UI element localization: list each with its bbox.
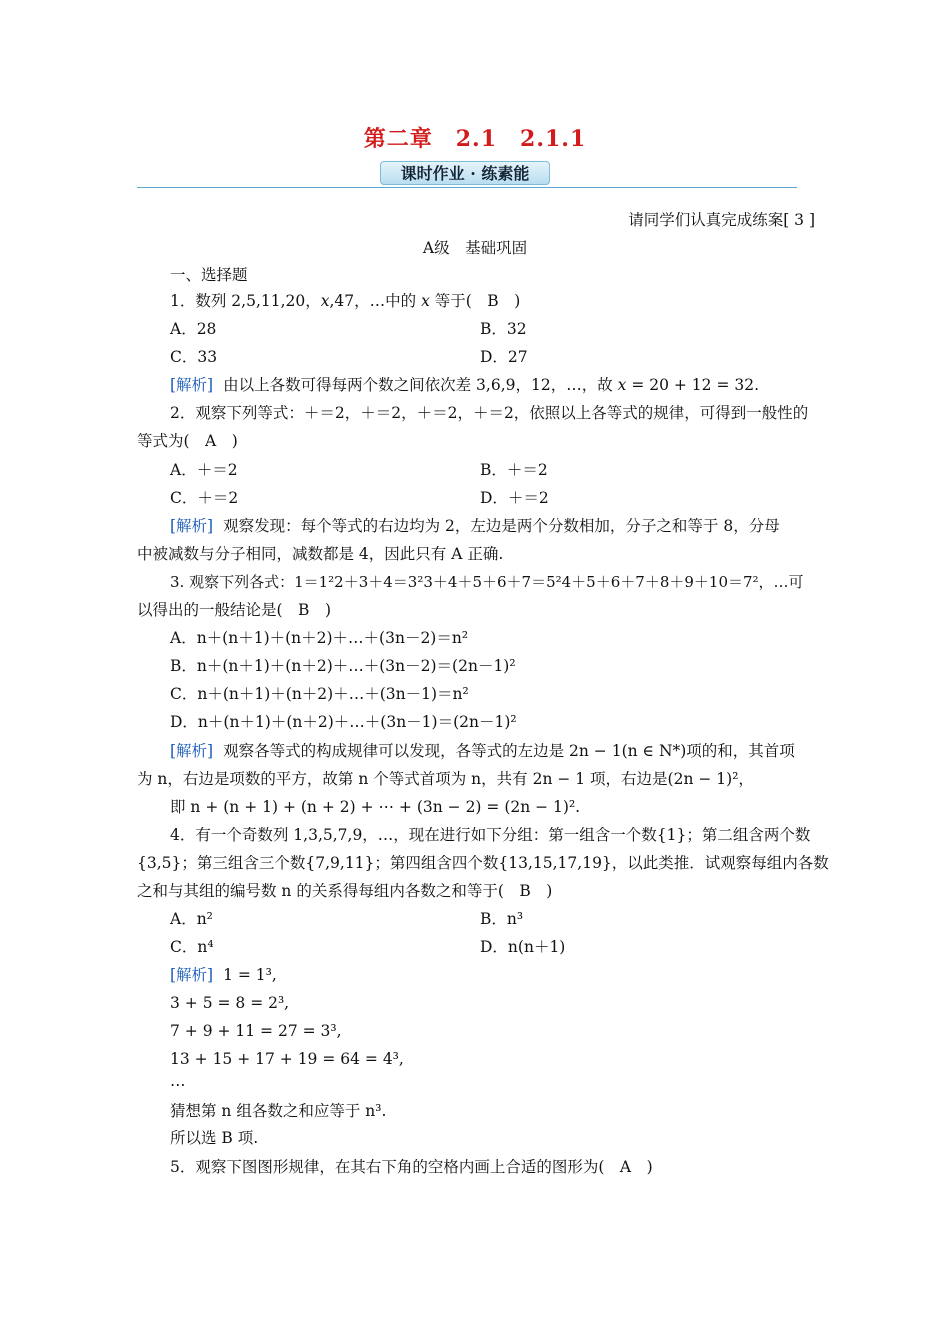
level-heading: A级 基础巩固: [422, 239, 528, 257]
q4-solution-line6: 猜想第 n 组各数之和应等于 n³.: [170, 1102, 387, 1120]
q4-option-b: B．n³: [480, 910, 524, 928]
q1-stem: 1．数列 2,5,11,20，x,47，…中的 x 等于( B ): [170, 292, 521, 310]
q2-stem-line2: 等式为( A ): [137, 432, 238, 450]
q4-solution-line7: 所以选 B 项.: [170, 1129, 259, 1147]
q4-option-c: C．n⁴: [170, 938, 214, 956]
q2-option-c: C．＋＝2: [170, 489, 239, 507]
q3-option-c: C．n＋(n＋1)＋(n＋2)＋…＋(3n－1)＝n²: [170, 685, 469, 703]
q1-solution: [解析] 由以上各数可得每两个数之间依次差 3,6,9，12，…，故 x = 20 + 12 = 32.: [170, 376, 760, 394]
q3-solution-line2: 为 n，右边是项数的平方，故第 n 个等式首项为 n，共有 2n − 1 项，右边是(2n − 1)²，: [137, 770, 754, 788]
q2-option-d: D．＋＝2: [480, 489, 549, 507]
q1-option-b: B．32: [480, 320, 527, 338]
q3-option-a: A．n＋(n＋1)＋(n＋2)＋…＋(3n－2)＝n²: [170, 629, 469, 647]
q3-stem-line1: 3. 观察下列各式：1＝1²2＋3＋4＝3²3＋4＋5＋6＋7＝5²4＋5＋6＋7＋8＋9＋10＝7²，…可: [170, 573, 804, 591]
q3-option-d: D．n＋(n＋1)＋(n＋2)＋…＋(3n－1)＝(2n－1)²: [170, 713, 517, 731]
q4-stem-line1: 4．有一个奇数列 1,3,5,7,9，…，现在进行如下分组：第一组含一个数{1}；第二组含两个数: [170, 826, 811, 844]
q2-option-a: A．＋＝2: [170, 461, 238, 479]
q3-option-b: B．n＋(n＋1)＋(n＋2)＋…＋(3n－2)＝(2n－1)²: [170, 657, 516, 675]
q2-option-b: B．＋＝2: [480, 461, 548, 479]
q4-option-d: D．n(n＋1): [480, 938, 566, 956]
q2-solution-line1: [解析] 观察发现：每个等式的右边均为 2，左边是两个分数相加，分子之和等于 8，分母: [170, 517, 780, 535]
chapter-title: 第二章 2.1 2.1.1: [363, 126, 587, 152]
homework-banner: 课时作业 · 练素能: [380, 161, 550, 185]
q4-solution-line4: 13 + 15 + 17 + 19 = 64 = 4³,: [170, 1050, 404, 1068]
q2-solution-line2: 中被减数与分子相同，减数都是 4，因此只有 A 正确.: [137, 545, 504, 563]
q4-stem-line3: 之和与其组的编号数 n 的关系得每组内各数之和等于( B ): [137, 882, 553, 900]
q1-option-c: C．33: [170, 348, 218, 366]
q4-solution-line5: ⋯: [170, 1076, 186, 1094]
q4-solution-line3: 7 + 9 + 11 = 27 = 3³,: [170, 1022, 342, 1040]
q2-stem-line1: 2．观察下列等式：＋＝2，＋＝2，＋＝2，＋＝2，依照以上各等式的规律，可得到一般性的: [170, 404, 809, 422]
section-heading: 一、选择题: [170, 266, 248, 284]
q4-stem-line2: {3,5}；第三组含三个数{7,9,11}；第四组含四个数{13,15,17,19}，以此类推．试观察每组内各数: [137, 854, 829, 872]
q1-option-a: A．28: [170, 320, 217, 338]
q4-option-a: A．n²: [170, 910, 213, 928]
q1-option-d: D．27: [480, 348, 528, 366]
q3-solution-line1: [解析] 观察各等式的构成规律可以发现，各等式的左边是 2n − 1(n ∈ N*)项的和，其首项: [170, 742, 795, 760]
q3-solution-line3: 即 n + (n + 1) + (n + 2) + ⋯ + (3n − 2) = (2n − 1)².: [170, 798, 581, 816]
q5-stem: 5．观察下图图形规律，在其右下角的空格内画上合适的图形为( A ): [170, 1158, 653, 1176]
q4-solution-line1: [解析] 1 = 1³,: [170, 966, 277, 984]
q3-stem-line2: 以得出的一般结论是( B ): [137, 601, 331, 619]
q4-solution-line2: 3 + 5 = 8 = 2³,: [170, 994, 290, 1012]
header-divider: [137, 187, 797, 188]
practice-note: 请同学们认真完成练案[ 3 ]: [628, 211, 815, 229]
